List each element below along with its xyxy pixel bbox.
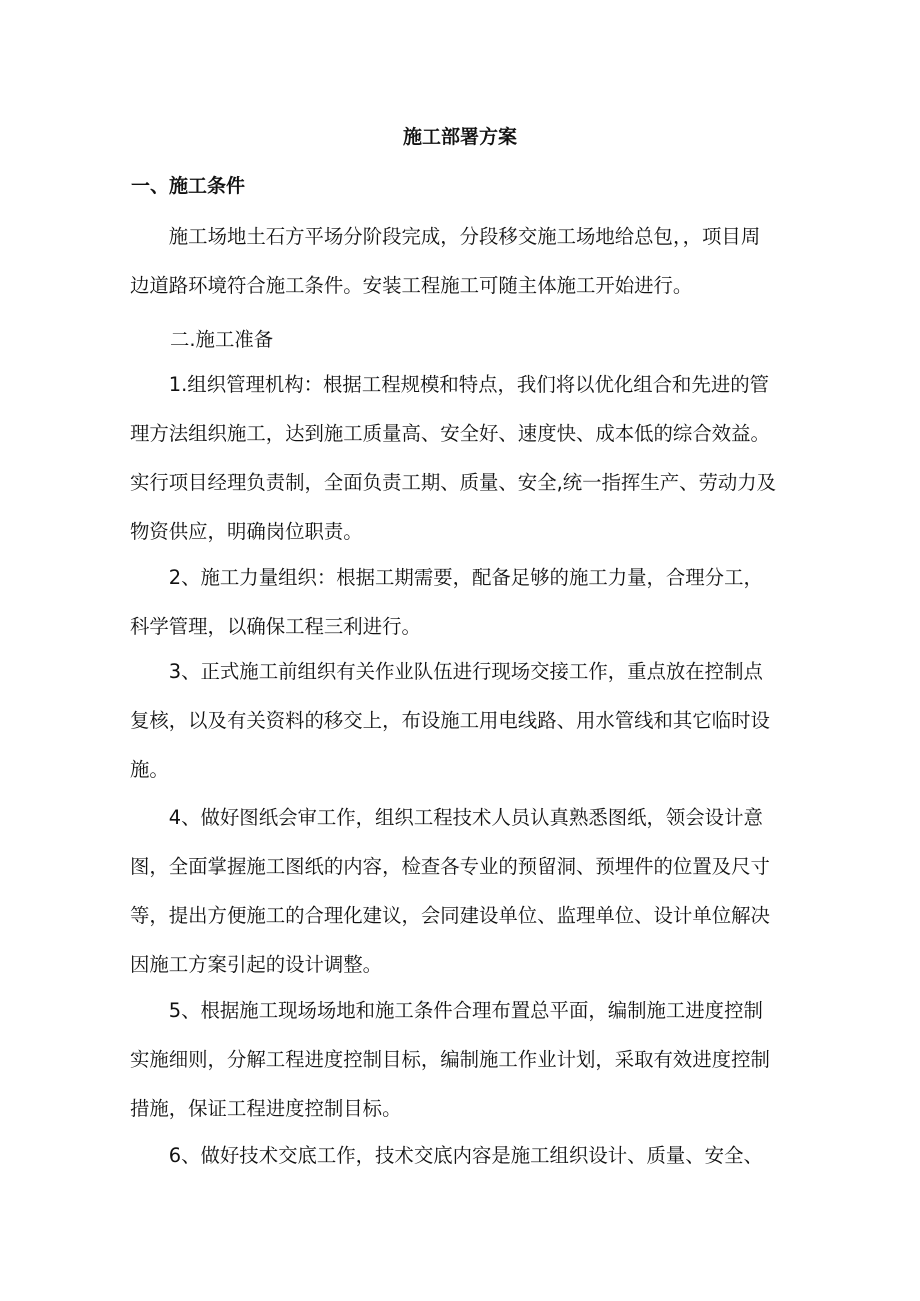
section-heading-construction-preparation: 二.施工准备 — [170, 328, 274, 351]
paragraph-item-6 — [130, 1131, 801, 1180]
paragraph-item-3 — [130, 647, 801, 794]
document-title: 施工部署方案 — [402, 126, 517, 148]
paragraph-line: 施。 — [130, 758, 169, 781]
paragraph-item-2 — [130, 553, 801, 651]
paragraph-line: 边道路环境符合施工条件。安装工程施工可随主体施工开始进行。 — [130, 274, 693, 297]
paragraph-line: 4、做好图纸会审工作，组织工程技术人员认真熟悉图纸，领会设计意 — [168, 806, 763, 829]
paragraph-line: 5、根据施工现场场地和施工条件合理布置总平面，编制施工进度控制 — [168, 999, 763, 1022]
paragraph-line: 因施工方案引起的设计调整。 — [130, 953, 383, 976]
paragraph-line: 2、施工力量组织：根据工期需要，配备足够的施工力量，合理分工， — [168, 566, 763, 589]
paragraph-line: 措施，保证工程进度控制目标。 — [130, 1097, 402, 1120]
paragraph-line: 物资供应，明确岗位职责。 — [130, 520, 363, 543]
paragraph-item-5 — [130, 986, 801, 1133]
paragraph-line: 6、做好技术交底工作，技术交底内容是施工组织设计、质量、安全、 — [168, 1144, 763, 1167]
paragraph-item-4 — [130, 793, 801, 989]
paragraph-line: 等，提出方便施工的合理化建议，会同建设单位、监理单位、设计单位解决 — [130, 904, 770, 927]
paragraph-line: 1.组织管理机构：根据工程规模和特点，我们将以优化组合和先进的管 — [168, 373, 770, 396]
paragraph-line: 科学管理，以确保工程三利进行。 — [130, 615, 421, 638]
paragraph-line: 3、正式施工前组织有关作业队伍进行现场交接工作，重点放在控制点 — [168, 660, 763, 683]
paragraph-line: 实施细则，分解工程进度控制目标，编制施工作业计划，采取有效进度控制 — [130, 1048, 770, 1071]
paragraph-line: 图，全面掌握施工图纸的内容，检查各专业的预留洞、预埋件的位置及尺寸 — [130, 855, 770, 878]
paragraph-line: 理方法组织施工，达到施工质量高、安全好、速度快、成本低的综合效益。 — [130, 422, 770, 445]
paragraph-item-1 — [130, 360, 801, 556]
paragraph-line: 复核，以及有关资料的移交上，布设施工用电线路、用水管线和其它临时设 — [130, 709, 770, 732]
paragraph-line: 施工场地土石方平场分阶段完成，分段移交施工场地给总包，，项目周 — [168, 225, 761, 248]
section-heading-construction-conditions: 一、施工条件 — [131, 175, 246, 197]
paragraph-line: 实行项目经理负责制，全面负责工期、质量、安全,统一指挥生产、劳动力及 — [130, 471, 777, 494]
paragraph-construction-conditions — [130, 212, 801, 310]
